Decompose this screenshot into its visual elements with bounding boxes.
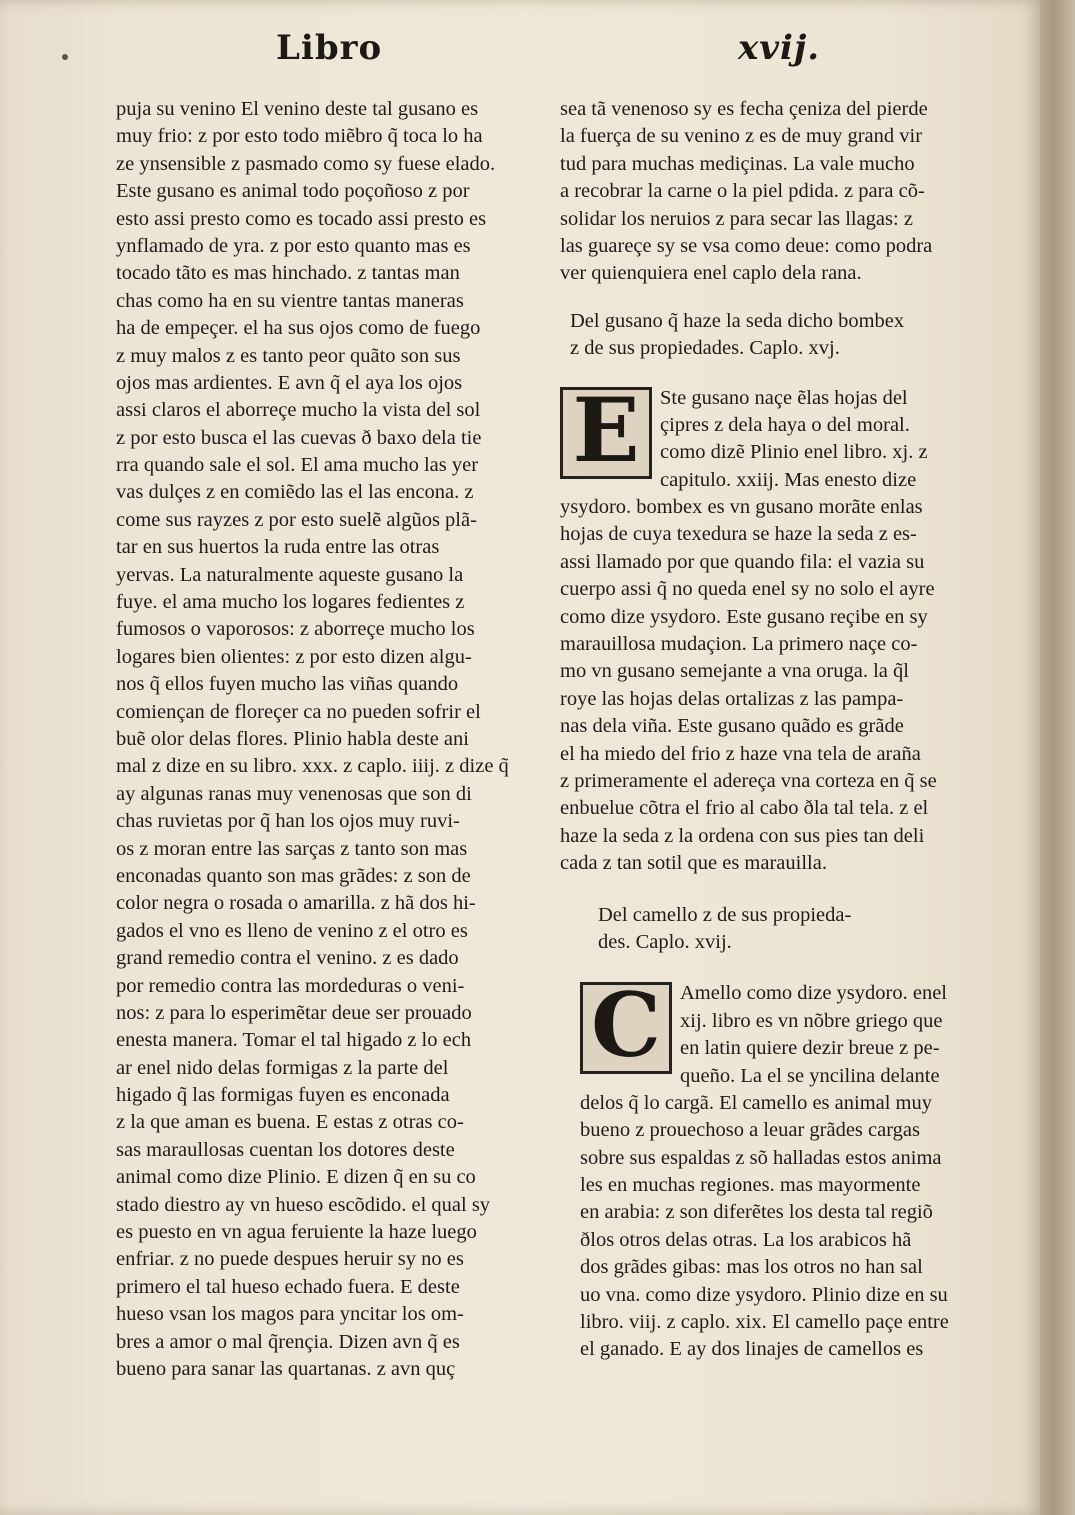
text-line: enconadas quanto son mas grãdes: z son de [116, 864, 471, 887]
text-line: buẽ olor delas flores. Plinio habla deste ani [116, 727, 469, 750]
text-line: Ste gusano naçe ẽlas hojas del [660, 386, 908, 409]
text-line: ynflamado de yra. z por esto quanto mas es [116, 234, 471, 257]
running-head-left: Libro [276, 28, 383, 68]
text-line: haze la seda z la ordena con sus pies tan deli [560, 824, 925, 847]
text-line: tocado tãto es mas hinchado. z tantas man [116, 262, 460, 285]
text-line: roye las hojas delas ortalizas z las pampa- [560, 687, 904, 710]
left-column [116, 96, 516, 1383]
text-line: enbuelue cõtra el frio al cabo ðla tal tela. z el [560, 797, 929, 820]
text-line: la fuerça de su venino z es de muy grand vir [560, 125, 923, 148]
folio-number: xvij. [738, 28, 821, 68]
heading-line: Del gusano q̃ haze la seda dicho bombex [570, 309, 905, 332]
text-line: z primeramente el adereça vna corteza en q̃ se [560, 769, 937, 792]
text-line: les en muchas regiones. mas mayormente [580, 1174, 921, 1197]
text-line: sas maraullosas cuentan los dotores deste [116, 1138, 455, 1161]
text-line: como dize ysydoro. Este gusano reçibe en sy [560, 605, 928, 628]
chapter-text [560, 494, 970, 877]
decorated-initial-e: E [560, 387, 652, 479]
text-line: uo vna. como dize ysydoro. Plinio dize en su [580, 1283, 948, 1306]
page-edge [1040, 0, 1075, 1515]
right-column [560, 96, 970, 1364]
text-line: esto assi presto como es tocado assi presto es [116, 207, 487, 230]
chapter-heading-camel [560, 902, 970, 957]
text-line: Este gusano es animal todo poçoñoso z por [116, 180, 470, 203]
text-line: ha de empeçer. el ha sus ojos como de fuego [116, 317, 481, 340]
text-line: assi claros el aborreçe mucho la vista del sol [116, 399, 481, 422]
heading-line: Del camello z de sus propieda- [598, 903, 852, 926]
text-line: comiençan de floreçer ca no pueden sofrir el [116, 700, 481, 723]
text-line: ar enel nido delas formigas z la parte del [116, 1056, 449, 1079]
heading-line: des. Caplo. xvij. [598, 930, 732, 953]
text-line: ysydoro. bombex es vn gusano morãte enlas [560, 496, 923, 519]
right-intro-text [560, 96, 970, 288]
text-line: fuye. el ama mucho los logares fedientes z [116, 591, 465, 614]
text-line: chas ruvietas por q̃ han los ojos muy ruvi- [116, 810, 460, 833]
text-line: tud para muchas mediçinas. La vale mucho [560, 152, 915, 175]
text-line: xij. libro es vn nõbre griego que [680, 1009, 943, 1032]
text-line: primero el tal hueso echado fuera. E deste [116, 1275, 460, 1298]
text-line: animal como dize Plinio. E dizen q̃ en su co [116, 1166, 476, 1189]
text-line: queño. La el se yncilina delante [680, 1064, 940, 1087]
heading-line: z de sus propiedades. Caplo. xvj. [570, 337, 840, 360]
text-line: higado q̃ las formigas fuyen es enconada [116, 1084, 450, 1107]
text-line: z muy malos z es tanto peor quãto son sus [116, 344, 461, 367]
text-line: mo vn gusano semejante a vna oruga. la q̃l [560, 660, 909, 683]
text-line: chas como ha en su vientre tantas maneras [116, 289, 464, 312]
text-line: delos q̃ lo cargã. El camello es animal muy [580, 1091, 933, 1114]
text-line: hueso vsan los magos para yncitar los om- [116, 1303, 464, 1326]
text-line: en arabia: z son diferẽtes los desta tal regiõ [580, 1201, 933, 1224]
text-line: dos grãdes gibas: mas los otros no han sal [580, 1256, 923, 1279]
text-line: bres a amor o mal q̃rençia. Dizen avn q̃ es [116, 1330, 460, 1353]
text-line: muy frio: z por esto todo miẽbro q̃ toca lo ha [116, 125, 483, 148]
text-line: marauillosa mudaçion. La primero naçe co- [560, 633, 918, 656]
text-line: capitulo. xxiij. Mas enesto dize [660, 468, 917, 491]
text-line: nos q̃ ellos fuyen mucho las viñas quando [116, 673, 459, 696]
text-line: ze ynsensible z pasmado como sy fuese elado. [116, 152, 496, 175]
text-line: enesta manera. Tomar el tal higado z lo ech [116, 1029, 472, 1052]
text-line: libro. viij. z caplo. xix. El camello paçe entre [580, 1311, 949, 1334]
text-line: come sus rayzes z por esto suelẽ algũos plã- [116, 508, 477, 531]
text-line: el ha miedo del frio z haze vna tela de araña [560, 742, 921, 765]
text-line: el ganado. E ay dos linajes de camellos es [580, 1338, 924, 1361]
text-line: puja su venino El venino deste tal gusano es [116, 98, 479, 120]
page-header [0, 28, 1040, 88]
text-line: sobre sus espaldas z sõ halladas estos anima [580, 1146, 942, 1169]
text-line: stado diestro ay vn hueso escõdido. el qual sy [116, 1193, 491, 1216]
text-line: çipres z dela haya o del moral. [660, 413, 910, 436]
text-line: z por esto busca el las cuevas ð baxo dela tie [116, 426, 482, 449]
chapter-silkworm [560, 377, 970, 878]
chapter-camel [560, 973, 970, 1363]
text-line: a recobrar la carne o la piel pdida. z para cõ- [560, 180, 925, 203]
text-line: mal z dize en su libro. xxx. z caplo. iiij. z dize q̃ [116, 755, 509, 778]
text-line: es puesto en vn agua feruiente la haze luego [116, 1221, 477, 1244]
text-line: ojos mas ardientes. E avn q̃ el aya los ojos [116, 371, 463, 394]
text-line: fumosos o vaporosos: z aborreçe mucho los [116, 618, 475, 641]
text-line: sea tã venenoso sy es fecha çeniza del pierde [560, 98, 928, 120]
text-line: logares bien olientes: z por esto dizen algu- [116, 645, 472, 668]
text-line: Amello como dize ysydoro. enel [680, 982, 948, 1005]
text-line: nos: z para lo esperimẽtar deue ser prouado [116, 1001, 472, 1024]
text-line: hojas de cuya texedura se haze la seda z es- [560, 523, 917, 546]
chapter-text [560, 1090, 970, 1364]
text-line: ay algunas ranas muy venenosas que son di [116, 782, 472, 805]
text-line: z la que aman es buena. E estas z otras co- [116, 1111, 464, 1134]
text-line: os z moran entre las sarças z tanto son mas [116, 837, 468, 860]
decorated-initial-c: C [580, 982, 672, 1074]
text-line: enfriar. z no puede despues heruir sy no es [116, 1248, 464, 1271]
text-line: assi llamado por que quando fila: el vazia su [560, 550, 925, 573]
text-line: gados el vno es lleno de venino z el otro es [116, 919, 468, 942]
text-line: tar en sus huertos la ruda entre las otras [116, 536, 440, 559]
text-line: vas dulçes z en comiẽdo las el las encona. z [116, 481, 474, 504]
text-line: por remedio contra las mordeduras o veni- [116, 974, 465, 997]
text-line: cuerpo assi q̃ no queda enel sy no solo el ayre [560, 578, 935, 601]
text-line: bueno z prouechoso a leuar grãdes cargas [580, 1119, 921, 1142]
text-line: nas dela viña. Este gusano quãdo es grãde [560, 715, 904, 738]
text-line: cada z tan sotil que es marauilla. [560, 852, 827, 875]
text-line: ver quienquiera enel caplo dela rana. [560, 262, 862, 285]
text-line: color negra o rosada o amarilla. z hã dos hi- [116, 892, 476, 915]
text-line: rra quando sale el sol. El ama mucho las yer [116, 454, 479, 477]
text-line: solidar los neruios z para secar las llagas: z [560, 207, 913, 230]
text-line: bueno para sanar las quartanas. z avn quç [116, 1357, 456, 1380]
text-line: en latin quiere dezir breue z pe- [680, 1037, 940, 1060]
text-line: ðlos otros delas otras. La los arabicos hã [580, 1228, 912, 1251]
text-line: grand remedio contra el venino. z es dado [116, 947, 459, 970]
text-line: yervas. La naturalmente aqueste gusano la [116, 563, 464, 586]
text-line: las guareçe sy se vsa como deue: como podra [560, 234, 933, 257]
chapter-heading-silkworm [560, 308, 970, 363]
text-line: como dizẽ Plinio enel libro. xj. z [660, 441, 928, 464]
